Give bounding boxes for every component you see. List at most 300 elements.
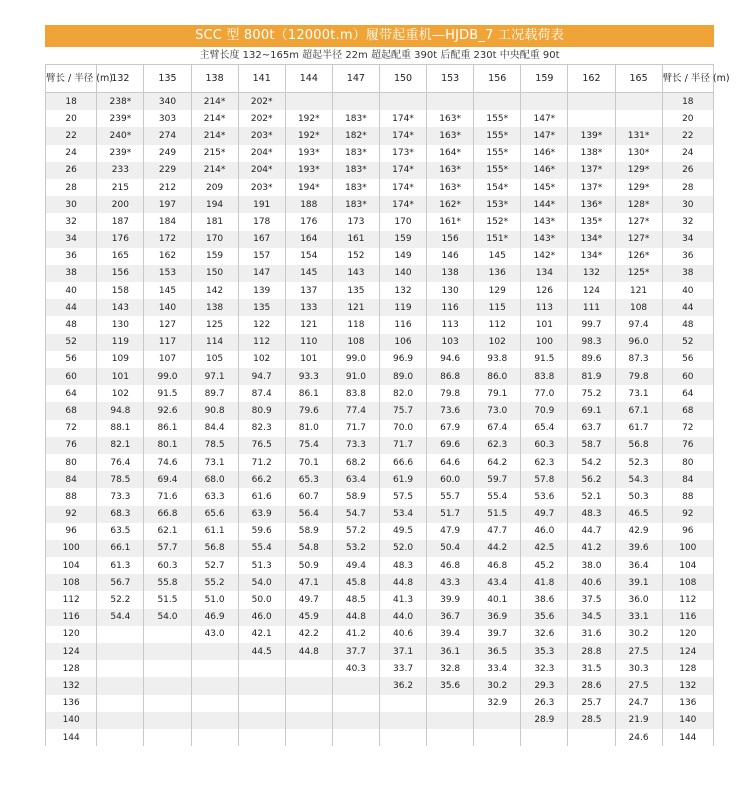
load-cell: 66.6 bbox=[379, 454, 426, 471]
header-boom-length: 165 bbox=[615, 65, 662, 93]
load-cell: 37.1 bbox=[379, 643, 426, 660]
table-row bbox=[46, 110, 714, 127]
load-cell: 55.4 bbox=[238, 540, 285, 557]
load-cell: 50.3 bbox=[615, 488, 662, 505]
load-cell: 184 bbox=[144, 213, 191, 230]
page-subtitle: 主臂长度 132~165m 超起半径 22m 超起配重 390t 后配重 230t 中央配重 90t bbox=[45, 47, 714, 65]
load-cell: 139 bbox=[238, 282, 285, 299]
load-cell: 162 bbox=[144, 248, 191, 265]
load-cell: 157 bbox=[238, 248, 285, 265]
load-cell: 197 bbox=[144, 196, 191, 213]
load-cell: 170 bbox=[379, 213, 426, 230]
load-cell: 125* bbox=[615, 265, 662, 282]
load-cell: 28.5 bbox=[568, 712, 615, 729]
load-cell bbox=[285, 677, 332, 694]
load-cell bbox=[474, 729, 521, 746]
load-cell: 233 bbox=[97, 162, 144, 179]
table-row bbox=[46, 729, 714, 746]
load-cell: 36.1 bbox=[427, 643, 474, 660]
load-cell: 36.4 bbox=[615, 557, 662, 574]
load-cell bbox=[427, 729, 474, 746]
load-cell: 40.6 bbox=[379, 626, 426, 643]
load-cell: 93.8 bbox=[474, 351, 521, 368]
load-cell: 122 bbox=[238, 316, 285, 333]
table-row bbox=[46, 677, 714, 694]
load-cell: 154 bbox=[285, 248, 332, 265]
table-row bbox=[46, 213, 714, 230]
load-cell: 176 bbox=[97, 231, 144, 248]
load-cell: 203* bbox=[238, 127, 285, 144]
load-cell bbox=[285, 712, 332, 729]
load-cell: 202* bbox=[238, 93, 285, 111]
load-cell: 35.3 bbox=[521, 643, 568, 660]
load-chart-document bbox=[45, 25, 730, 746]
load-cell: 35.6 bbox=[521, 609, 568, 626]
radius-cell-left: 64 bbox=[46, 385, 97, 402]
load-cell: 60.0 bbox=[427, 471, 474, 488]
load-cell: 57.5 bbox=[379, 488, 426, 505]
header-boom-radius-left: 臂长 / 半径 (m) bbox=[46, 65, 97, 93]
load-cell: 40.3 bbox=[332, 660, 379, 677]
load-cell: 209 bbox=[191, 179, 238, 196]
load-cell: 81.0 bbox=[285, 420, 332, 437]
load-cell: 80.9 bbox=[238, 402, 285, 419]
radius-cell-right: 34 bbox=[662, 231, 713, 248]
load-cell bbox=[285, 729, 332, 746]
load-cell: 45.8 bbox=[332, 574, 379, 591]
load-cell: 59.6 bbox=[238, 523, 285, 540]
load-cell: 44.8 bbox=[285, 643, 332, 660]
radius-cell-left: 76 bbox=[46, 437, 97, 454]
load-cell: 26.3 bbox=[521, 695, 568, 712]
load-cell: 33.7 bbox=[379, 660, 426, 677]
load-cell bbox=[474, 93, 521, 111]
radius-cell-left: 140 bbox=[46, 712, 97, 729]
load-cell: 112 bbox=[474, 316, 521, 333]
radius-cell-right: 124 bbox=[662, 643, 713, 660]
load-cell: 181 bbox=[191, 213, 238, 230]
load-cell: 83.8 bbox=[521, 368, 568, 385]
radius-cell-left: 36 bbox=[46, 248, 97, 265]
load-cell: 46.5 bbox=[615, 506, 662, 523]
load-cell bbox=[332, 695, 379, 712]
load-cell: 89.6 bbox=[568, 351, 615, 368]
load-cell: 86.1 bbox=[144, 420, 191, 437]
load-cell: 73.1 bbox=[191, 454, 238, 471]
load-cell: 60.3 bbox=[521, 437, 568, 454]
load-cell: 146* bbox=[521, 162, 568, 179]
load-cell: 214* bbox=[191, 127, 238, 144]
load-cell: 193* bbox=[285, 145, 332, 162]
load-cell: 50.0 bbox=[238, 591, 285, 608]
load-cell: 53.2 bbox=[332, 540, 379, 557]
load-cell: 55.2 bbox=[191, 574, 238, 591]
load-cell: 188 bbox=[285, 196, 332, 213]
load-cell bbox=[97, 695, 144, 712]
load-cell: 77.4 bbox=[332, 402, 379, 419]
load-cell bbox=[568, 93, 615, 111]
load-cell: 75.2 bbox=[568, 385, 615, 402]
load-cell: 24.7 bbox=[615, 695, 662, 712]
load-cell: 39.6 bbox=[615, 540, 662, 557]
load-cell: 46.0 bbox=[521, 523, 568, 540]
load-cell: 49.5 bbox=[379, 523, 426, 540]
load-cell: 51.5 bbox=[474, 506, 521, 523]
radius-cell-left: 100 bbox=[46, 540, 97, 557]
load-cell: 146 bbox=[427, 248, 474, 265]
radius-cell-left: 68 bbox=[46, 402, 97, 419]
load-cell: 52.2 bbox=[97, 591, 144, 608]
load-cell: 30.2 bbox=[615, 626, 662, 643]
radius-cell-left: 44 bbox=[46, 299, 97, 316]
load-cell: 62.3 bbox=[474, 437, 521, 454]
table-row bbox=[46, 334, 714, 351]
load-cell: 200 bbox=[97, 196, 144, 213]
load-cell: 37.5 bbox=[568, 591, 615, 608]
header-boom-length: 147 bbox=[332, 65, 379, 93]
load-cell bbox=[191, 660, 238, 677]
load-cell: 172 bbox=[144, 231, 191, 248]
load-cell bbox=[474, 712, 521, 729]
load-cell: 76.4 bbox=[97, 454, 144, 471]
radius-cell-left: 72 bbox=[46, 420, 97, 437]
table-row bbox=[46, 591, 714, 608]
load-cell: 47.1 bbox=[285, 574, 332, 591]
load-cell: 94.6 bbox=[427, 351, 474, 368]
radius-cell-right: 104 bbox=[662, 557, 713, 574]
load-cell: 36.0 bbox=[615, 591, 662, 608]
load-cell: 56.8 bbox=[615, 437, 662, 454]
table-row bbox=[46, 282, 714, 299]
load-cell: 30.2 bbox=[474, 677, 521, 694]
load-cell bbox=[97, 712, 144, 729]
load-cell: 53.4 bbox=[379, 506, 426, 523]
load-cell: 94.7 bbox=[238, 368, 285, 385]
load-cell: 109 bbox=[97, 351, 144, 368]
load-cell: 57.8 bbox=[521, 471, 568, 488]
header-boom-length: 132 bbox=[97, 65, 144, 93]
load-cell: 71.2 bbox=[238, 454, 285, 471]
load-cell: 174* bbox=[379, 127, 426, 144]
load-cell: 86.1 bbox=[285, 385, 332, 402]
load-cell: 69.1 bbox=[568, 402, 615, 419]
radius-cell-left: 26 bbox=[46, 162, 97, 179]
radius-cell-right: 20 bbox=[662, 110, 713, 127]
load-cell: 28.8 bbox=[568, 643, 615, 660]
load-cell bbox=[144, 643, 191, 660]
radius-cell-left: 38 bbox=[46, 265, 97, 282]
radius-cell-left: 24 bbox=[46, 145, 97, 162]
load-cell: 134* bbox=[568, 248, 615, 265]
header-boom-length: 159 bbox=[521, 65, 568, 93]
table-row bbox=[46, 248, 714, 265]
load-cell: 239* bbox=[97, 145, 144, 162]
load-cell: 161 bbox=[332, 231, 379, 248]
radius-cell-right: 116 bbox=[662, 609, 713, 626]
load-cell: 48.3 bbox=[568, 506, 615, 523]
load-cell: 129* bbox=[615, 179, 662, 196]
load-cell: 340 bbox=[144, 93, 191, 111]
load-cell: 55.7 bbox=[427, 488, 474, 505]
load-cell bbox=[568, 729, 615, 746]
load-cell: 202* bbox=[238, 110, 285, 127]
radius-cell-right: 52 bbox=[662, 334, 713, 351]
radius-cell-left: 128 bbox=[46, 660, 97, 677]
table-row bbox=[46, 557, 714, 574]
load-cell: 70.1 bbox=[285, 454, 332, 471]
load-cell: 164 bbox=[285, 231, 332, 248]
load-cell bbox=[379, 93, 426, 111]
load-cell: 28.9 bbox=[521, 712, 568, 729]
load-cell: 215* bbox=[191, 145, 238, 162]
load-cell: 65.6 bbox=[191, 506, 238, 523]
table-row bbox=[46, 420, 714, 437]
load-cell: 53.6 bbox=[521, 488, 568, 505]
load-cell: 25.7 bbox=[568, 695, 615, 712]
load-cell: 138* bbox=[568, 145, 615, 162]
load-cell: 61.6 bbox=[238, 488, 285, 505]
load-cell: 192* bbox=[285, 127, 332, 144]
load-cell: 167 bbox=[238, 231, 285, 248]
load-cell bbox=[379, 712, 426, 729]
load-cell: 38.0 bbox=[568, 557, 615, 574]
table-body bbox=[46, 93, 714, 747]
load-cell bbox=[97, 729, 144, 746]
radius-cell-left: 120 bbox=[46, 626, 97, 643]
radius-cell-left: 56 bbox=[46, 351, 97, 368]
radius-cell-left: 112 bbox=[46, 591, 97, 608]
load-cell: 63.3 bbox=[191, 488, 238, 505]
load-cell: 46.9 bbox=[191, 609, 238, 626]
load-cell bbox=[568, 110, 615, 127]
load-cell: 56.2 bbox=[568, 471, 615, 488]
load-cell: 143 bbox=[332, 265, 379, 282]
load-cell: 54.2 bbox=[568, 454, 615, 471]
load-cell: 68.2 bbox=[332, 454, 379, 471]
radius-cell-left: 144 bbox=[46, 729, 97, 746]
load-cell: 102 bbox=[238, 351, 285, 368]
table-row bbox=[46, 660, 714, 677]
load-cell: 37.7 bbox=[332, 643, 379, 660]
load-cell: 82.1 bbox=[97, 437, 144, 454]
load-cell: 54.0 bbox=[238, 574, 285, 591]
load-cell bbox=[191, 712, 238, 729]
header-boom-length: 138 bbox=[191, 65, 238, 93]
load-cell: 113 bbox=[427, 316, 474, 333]
load-cell: 130 bbox=[427, 282, 474, 299]
load-cell: 203* bbox=[238, 179, 285, 196]
load-cell: 28.6 bbox=[568, 677, 615, 694]
load-cell: 42.2 bbox=[285, 626, 332, 643]
load-cell: 163* bbox=[427, 110, 474, 127]
load-cell: 108 bbox=[332, 334, 379, 351]
load-cell: 63.7 bbox=[568, 420, 615, 437]
load-cell: 116 bbox=[379, 316, 426, 333]
load-cell: 86.8 bbox=[427, 368, 474, 385]
load-cell: 137 bbox=[285, 282, 332, 299]
load-cell bbox=[427, 712, 474, 729]
table-row bbox=[46, 385, 714, 402]
radius-cell-right: 22 bbox=[662, 127, 713, 144]
load-cell bbox=[521, 729, 568, 746]
load-cell: 113 bbox=[521, 299, 568, 316]
header-boom-length: 156 bbox=[474, 65, 521, 93]
load-cell: 42.9 bbox=[615, 523, 662, 540]
load-cell: 105 bbox=[191, 351, 238, 368]
table-row bbox=[46, 506, 714, 523]
load-cell bbox=[97, 677, 144, 694]
load-cell: 102 bbox=[474, 334, 521, 351]
load-cell: 82.0 bbox=[379, 385, 426, 402]
load-cell: 135 bbox=[332, 282, 379, 299]
load-cell: 74.6 bbox=[144, 454, 191, 471]
load-cell: 147* bbox=[521, 127, 568, 144]
load-cell: 49.7 bbox=[285, 591, 332, 608]
load-cell: 158 bbox=[97, 282, 144, 299]
load-cell: 54.4 bbox=[97, 609, 144, 626]
load-cell: 46.0 bbox=[238, 609, 285, 626]
load-cell: 44.0 bbox=[379, 609, 426, 626]
radius-cell-left: 32 bbox=[46, 213, 97, 230]
load-cell: 77.0 bbox=[521, 385, 568, 402]
radius-cell-left: 80 bbox=[46, 454, 97, 471]
load-cell: 65.3 bbox=[285, 471, 332, 488]
load-cell: 96.9 bbox=[379, 351, 426, 368]
load-cell: 73.3 bbox=[97, 488, 144, 505]
load-cell: 64.2 bbox=[474, 454, 521, 471]
radius-cell-right: 68 bbox=[662, 402, 713, 419]
load-cell: 140 bbox=[144, 299, 191, 316]
radius-cell-right: 76 bbox=[662, 437, 713, 454]
load-cell: 91.0 bbox=[332, 368, 379, 385]
load-cell: 63.4 bbox=[332, 471, 379, 488]
load-cell: 136* bbox=[568, 196, 615, 213]
load-cell: 73.1 bbox=[615, 385, 662, 402]
load-cell: 162* bbox=[427, 196, 474, 213]
radius-cell-right: 56 bbox=[662, 351, 713, 368]
load-cell: 138 bbox=[427, 265, 474, 282]
load-cell: 153 bbox=[144, 265, 191, 282]
radius-cell-left: 60 bbox=[46, 368, 97, 385]
load-cell: 194 bbox=[191, 196, 238, 213]
radius-cell-right: 112 bbox=[662, 591, 713, 608]
load-cell: 64.6 bbox=[427, 454, 474, 471]
load-cell: 58.9 bbox=[332, 488, 379, 505]
load-cell: 48.3 bbox=[379, 557, 426, 574]
load-cell: 204* bbox=[238, 145, 285, 162]
load-cell: 32.3 bbox=[521, 660, 568, 677]
load-cell: 30.3 bbox=[615, 660, 662, 677]
load-cell: 79.1 bbox=[474, 385, 521, 402]
load-cell: 41.2 bbox=[332, 626, 379, 643]
load-cell: 70.9 bbox=[521, 402, 568, 419]
load-cell: 127* bbox=[615, 213, 662, 230]
load-cell: 143 bbox=[97, 299, 144, 316]
load-cell: 47.7 bbox=[474, 523, 521, 540]
load-cell: 138 bbox=[191, 299, 238, 316]
load-cell: 24.6 bbox=[615, 729, 662, 746]
load-cell: 153* bbox=[474, 196, 521, 213]
load-cell: 55.4 bbox=[474, 488, 521, 505]
load-cell: 173 bbox=[332, 213, 379, 230]
load-cell: 165 bbox=[97, 248, 144, 265]
load-cell: 59.7 bbox=[474, 471, 521, 488]
table-row bbox=[46, 196, 714, 213]
table-row bbox=[46, 488, 714, 505]
load-cell: 51.3 bbox=[238, 557, 285, 574]
load-cell: 48.5 bbox=[332, 591, 379, 608]
load-cell: 31.6 bbox=[568, 626, 615, 643]
load-cell: 133 bbox=[285, 299, 332, 316]
load-cell bbox=[97, 626, 144, 643]
radius-cell-right: 26 bbox=[662, 162, 713, 179]
header-boom-length: 135 bbox=[144, 65, 191, 93]
table-row bbox=[46, 299, 714, 316]
radius-cell-right: 88 bbox=[662, 488, 713, 505]
radius-cell-right: 28 bbox=[662, 179, 713, 196]
load-cell: 54.0 bbox=[144, 609, 191, 626]
load-cell: 94.8 bbox=[97, 402, 144, 419]
load-cell: 214* bbox=[191, 93, 238, 111]
load-cell: 43.0 bbox=[191, 626, 238, 643]
load-cell: 83.8 bbox=[332, 385, 379, 402]
table-row bbox=[46, 712, 714, 729]
load-cell: 91.5 bbox=[144, 385, 191, 402]
radius-cell-right: 144 bbox=[662, 729, 713, 746]
load-cell: 58.9 bbox=[285, 523, 332, 540]
load-cell: 88.1 bbox=[97, 420, 144, 437]
load-cell bbox=[238, 729, 285, 746]
radius-cell-right: 84 bbox=[662, 471, 713, 488]
radius-cell-right: 18 bbox=[662, 93, 713, 111]
load-cell: 67.9 bbox=[427, 420, 474, 437]
load-cell: 71.7 bbox=[332, 420, 379, 437]
load-cell: 204* bbox=[238, 162, 285, 179]
load-cell: 99.7 bbox=[568, 316, 615, 333]
table-row bbox=[46, 265, 714, 282]
load-cell: 156 bbox=[97, 265, 144, 282]
load-cell: 134 bbox=[521, 265, 568, 282]
load-cell: 132 bbox=[568, 265, 615, 282]
load-cell bbox=[97, 660, 144, 677]
load-cell: 44.2 bbox=[474, 540, 521, 557]
load-cell: 50.4 bbox=[427, 540, 474, 557]
load-cell: 42.1 bbox=[238, 626, 285, 643]
load-cell: 155* bbox=[474, 127, 521, 144]
load-cell: 130* bbox=[615, 145, 662, 162]
load-cell: 121 bbox=[332, 299, 379, 316]
load-cell bbox=[285, 660, 332, 677]
load-cell: 33.4 bbox=[474, 660, 521, 677]
load-cell: 112 bbox=[238, 334, 285, 351]
load-cell: 68.0 bbox=[191, 471, 238, 488]
load-cell: 39.9 bbox=[427, 591, 474, 608]
load-cell: 156 bbox=[427, 231, 474, 248]
load-cell: 49.4 bbox=[332, 557, 379, 574]
load-cell: 52.7 bbox=[191, 557, 238, 574]
load-cell: 192* bbox=[285, 110, 332, 127]
radius-cell-right: 48 bbox=[662, 316, 713, 333]
load-cell: 149 bbox=[379, 248, 426, 265]
load-cell: 125 bbox=[191, 316, 238, 333]
load-table bbox=[45, 65, 730, 746]
load-cell: 121 bbox=[615, 282, 662, 299]
load-cell: 164* bbox=[427, 145, 474, 162]
radius-cell-right: 24 bbox=[662, 145, 713, 162]
load-cell: 32.8 bbox=[427, 660, 474, 677]
load-cell: 183* bbox=[332, 196, 379, 213]
load-cell: 274 bbox=[144, 127, 191, 144]
